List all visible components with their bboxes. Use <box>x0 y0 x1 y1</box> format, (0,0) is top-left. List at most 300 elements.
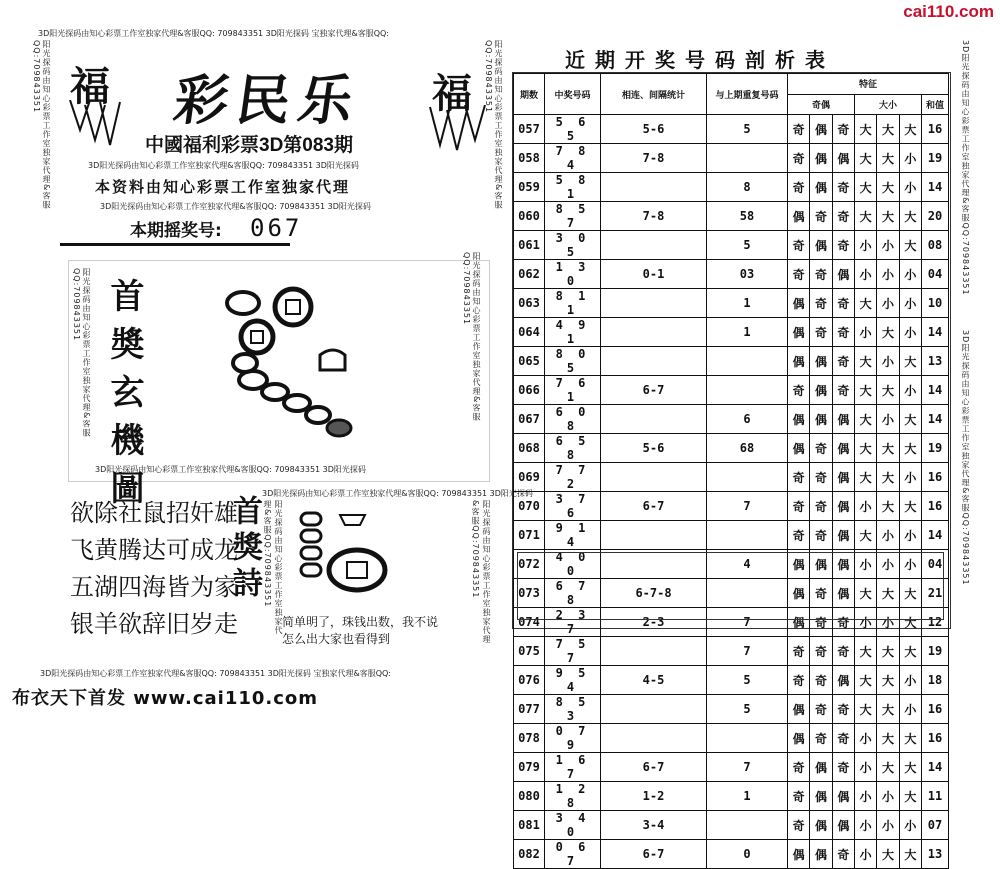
fu-left: 福 <box>70 63 110 110</box>
table-cell: 03 <box>707 260 788 289</box>
table-cell: 大 <box>854 579 876 608</box>
table-row <box>514 231 949 260</box>
digit: 5 <box>566 129 579 143</box>
table-cell: 063 <box>514 289 545 318</box>
table-cell: 6-7 <box>601 376 707 405</box>
digit: 7 <box>566 651 579 665</box>
table-cell: 奇 <box>832 695 854 724</box>
table-cell-number <box>545 637 601 666</box>
table-cell: 偶 <box>832 811 854 840</box>
table-cell: 奇 <box>832 115 854 144</box>
table-cell: 小 <box>899 666 921 695</box>
digit: 5 <box>578 666 590 680</box>
table-cell: 大 <box>899 782 921 811</box>
table-cell: 偶 <box>832 666 854 695</box>
table-cell: 奇 <box>832 840 854 869</box>
table-row <box>514 173 949 202</box>
empty-notes-box <box>517 552 944 620</box>
table-cell: 奇 <box>788 666 810 695</box>
table-cell: 大 <box>854 376 876 405</box>
table-cell: 偶 <box>788 289 810 318</box>
table-cell: 5 <box>707 666 788 695</box>
table-cell: 057 <box>514 115 545 144</box>
table-cell: 小 <box>854 550 876 579</box>
table-cell: 奇 <box>810 492 832 521</box>
table-cell: 19 <box>922 637 949 666</box>
digit: 8 <box>566 448 579 462</box>
table-cell: 大 <box>877 724 899 753</box>
table-cell: 小 <box>854 724 876 753</box>
table-cell: 大 <box>899 347 921 376</box>
table-cell: 6-7-8 <box>601 579 707 608</box>
digit: 6 <box>578 840 590 854</box>
table-cell: 偶 <box>832 405 854 434</box>
table-cell-number <box>545 695 601 724</box>
table-cell: 奇 <box>810 724 832 753</box>
table-cell: 偶 <box>788 405 810 434</box>
agent-line: 本资料由知心彩票工作室独家代理 <box>95 178 351 196</box>
digit: 9 <box>578 318 590 332</box>
table-cell <box>601 289 707 318</box>
table-cell: 060 <box>514 202 545 231</box>
table-cell: 偶 <box>832 492 854 521</box>
digit: 0 <box>555 840 567 854</box>
table-cell: 大 <box>854 405 876 434</box>
th-adjacent: 相连、间隔统计 <box>601 74 707 115</box>
draw-number: 067 <box>250 214 303 242</box>
table-cell: 065 <box>514 347 545 376</box>
table-cell: 小 <box>877 231 899 260</box>
table-cell <box>601 695 707 724</box>
table-cell-number <box>545 173 601 202</box>
table-cell <box>601 405 707 434</box>
table-cell: 074 <box>514 608 545 637</box>
table-cell: 大 <box>854 202 876 231</box>
table-cell: 4-5 <box>601 666 707 695</box>
table-cell: 偶 <box>832 434 854 463</box>
table-cell-number <box>545 666 601 695</box>
table-cell: 大 <box>877 202 899 231</box>
table-cell: 067 <box>514 405 545 434</box>
th-period: 期数 <box>514 74 545 115</box>
table-cell: 070 <box>514 492 545 521</box>
table-cell: 6-7 <box>601 753 707 782</box>
table-cell: 058 <box>514 144 545 173</box>
table-cell: 奇 <box>810 202 832 231</box>
table-cell: 7 <box>707 608 788 637</box>
table-cell: 大 <box>899 753 921 782</box>
table-cell: 偶 <box>832 521 854 550</box>
table-cell: 082 <box>514 840 545 869</box>
table-cell: 07 <box>922 811 949 840</box>
table-cell: 小 <box>899 811 921 840</box>
table-cell: 偶 <box>788 724 810 753</box>
digit: 0 <box>555 724 567 738</box>
table-cell: 6 <box>707 405 788 434</box>
table-cell-number <box>545 463 601 492</box>
table-cell: 11 <box>922 782 949 811</box>
xuanji-right-vertical: 阳光探码由知心彩票工作室独家代理&客服QQ:709843351 <box>462 252 481 422</box>
digit: 3 <box>578 608 590 622</box>
digit: 1 <box>555 260 567 274</box>
table-cell: 小 <box>899 695 921 724</box>
table-cell: 大 <box>877 115 899 144</box>
table-cell-number <box>545 840 601 869</box>
xuanji-title: 首奬玄機圖 <box>104 278 144 518</box>
table-cell: 小 <box>899 289 921 318</box>
table-cell: 大 <box>854 347 876 376</box>
digit: 3 <box>566 709 579 723</box>
table-cell: 小 <box>899 521 921 550</box>
table-cell: 偶 <box>832 260 854 289</box>
table-cell: 奇 <box>832 347 854 376</box>
table-cell: 04 <box>922 550 949 579</box>
site-brand: cai110.com <box>903 2 994 21</box>
table-cell: 小 <box>877 550 899 579</box>
table-row <box>514 637 949 666</box>
table-row <box>514 492 949 521</box>
table-cell: 061 <box>514 231 545 260</box>
table-cell: 大 <box>899 231 921 260</box>
table-cell: 14 <box>922 318 949 347</box>
table-cell: 奇 <box>788 231 810 260</box>
table-cell: 7-8 <box>601 202 707 231</box>
table-cell: 大 <box>854 695 876 724</box>
table-cell: 079 <box>514 753 545 782</box>
note-line: 简单明了，珠钱出数，我不说 <box>282 615 439 629</box>
table-cell: 奇 <box>810 289 832 318</box>
poem-line: 五湖四海皆为家 <box>70 573 238 601</box>
digit: 2 <box>578 782 590 796</box>
table-cell: 小 <box>899 173 921 202</box>
table-cell: 7-8 <box>601 144 707 173</box>
table-cell: 080 <box>514 782 545 811</box>
right-panel <box>505 0 1000 868</box>
table-cell: 奇 <box>810 666 832 695</box>
table-cell: 小 <box>899 376 921 405</box>
digit: 6 <box>566 506 579 520</box>
digit: 4 <box>566 535 579 549</box>
table-cell: 奇 <box>832 724 854 753</box>
table-cell <box>601 173 707 202</box>
table-row <box>514 463 949 492</box>
table-cell: 小 <box>877 260 899 289</box>
table-cell: 小 <box>899 318 921 347</box>
digit: 0 <box>566 564 579 578</box>
table-cell-number <box>545 318 601 347</box>
digit: 2 <box>555 608 567 622</box>
table-cell: 大 <box>877 318 899 347</box>
table-cell: 奇 <box>810 579 832 608</box>
table-cell: 大 <box>899 405 921 434</box>
table-row <box>514 695 949 724</box>
digit: 3 <box>555 492 567 506</box>
table-cell: 偶 <box>810 115 832 144</box>
table-row <box>514 811 949 840</box>
table-cell: 小 <box>854 840 876 869</box>
table-cell: 奇 <box>788 521 810 550</box>
table-cell: 5 <box>707 115 788 144</box>
table-row <box>514 666 949 695</box>
digit: 8 <box>555 202 567 216</box>
table-cell: 大 <box>899 115 921 144</box>
digit: 4 <box>555 318 567 332</box>
table-cell-number <box>545 811 601 840</box>
table-cell: 小 <box>877 347 899 376</box>
table-cell: 偶 <box>810 376 832 405</box>
table-cell: 58 <box>707 202 788 231</box>
table-cell: 小 <box>877 811 899 840</box>
digit: 1 <box>566 332 579 346</box>
table-cell: 14 <box>922 405 949 434</box>
table-cell: 大 <box>877 753 899 782</box>
table-cell: 偶 <box>810 782 832 811</box>
table-cell: 大 <box>854 115 876 144</box>
table-cell: 19 <box>922 434 949 463</box>
table-cell: 04 <box>922 260 949 289</box>
table-cell: 奇 <box>832 637 854 666</box>
table-cell: 7 <box>707 753 788 782</box>
digit: 5 <box>566 245 579 259</box>
table-cell: 奇 <box>788 115 810 144</box>
table-cell: 偶 <box>832 579 854 608</box>
table-cell: 059 <box>514 173 545 202</box>
digit: 1 <box>555 753 567 767</box>
digit: 9 <box>555 666 567 680</box>
th-repeat: 与上期重复号码 <box>707 74 788 115</box>
table-cell: 081 <box>514 811 545 840</box>
history-table <box>513 73 949 869</box>
table-cell: 14 <box>922 521 949 550</box>
poem-line: 银羊欲辞旧岁走 <box>70 610 238 638</box>
table-cell-number <box>545 231 601 260</box>
table-cell: 小 <box>899 550 921 579</box>
table-cell: 大 <box>854 463 876 492</box>
table-cell: 小 <box>854 231 876 260</box>
table-cell: 小 <box>854 608 876 637</box>
table-cell: 偶 <box>788 579 810 608</box>
table-cell-number <box>545 405 601 434</box>
table-cell: 偶 <box>810 840 832 869</box>
table-cell: 18 <box>922 666 949 695</box>
table-cell: 大 <box>877 173 899 202</box>
table-cell: 偶 <box>810 231 832 260</box>
table-cell: 奇 <box>810 260 832 289</box>
title-caiminle: 彩民乐 <box>170 68 366 132</box>
table-cell: 大 <box>877 492 899 521</box>
table-cell: 大 <box>899 202 921 231</box>
table-cell-number <box>545 347 601 376</box>
table-cell: 10 <box>922 289 949 318</box>
th-oddeven: 奇偶 <box>788 94 855 115</box>
table-cell: 奇 <box>832 231 854 260</box>
digit: 4 <box>566 680 579 694</box>
digit: 5 <box>578 695 590 709</box>
table-cell: 大 <box>899 840 921 869</box>
table-cell: 16 <box>922 695 949 724</box>
table-cell-number <box>545 492 601 521</box>
digit: 0 <box>566 274 579 288</box>
table-cell: 奇 <box>832 202 854 231</box>
digit: 7 <box>555 463 567 477</box>
table-cell-number <box>545 724 601 753</box>
table-cell-number <box>545 782 601 811</box>
table-cell: 偶 <box>810 173 832 202</box>
table-row <box>514 289 949 318</box>
ad-line-top: 3D阳光探码由知心彩票工作室独家代理&客服QQ: 709843351 3D阳光探码 宝独家代理&客服QQ: <box>38 29 389 38</box>
table-cell: 大 <box>899 724 921 753</box>
digit: 1 <box>566 187 579 201</box>
digit: 7 <box>578 579 590 593</box>
table-cell: 奇 <box>788 782 810 811</box>
table-cell: 16 <box>922 492 949 521</box>
table-cell: 奇 <box>810 608 832 637</box>
table-cell: 大 <box>877 463 899 492</box>
ad-line-bottom: 3D阳光探码由知心彩票工作室独家代理&客服QQ: 709843351 3D阳光探码 宝独家代理&客服QQ: <box>40 669 391 678</box>
digit: 7 <box>566 854 579 868</box>
table-cell: 大 <box>899 492 921 521</box>
table-cell: 偶 <box>788 347 810 376</box>
table-cell: 大 <box>877 376 899 405</box>
divider-line <box>60 243 290 246</box>
digit: 6 <box>555 579 567 593</box>
table-title: 近期开奖号码剖析表 <box>565 48 835 72</box>
table-row <box>514 376 949 405</box>
coins-illustration <box>215 285 395 445</box>
table-cell <box>707 376 788 405</box>
table-cell: 068 <box>514 434 545 463</box>
table-cell: 大 <box>854 521 876 550</box>
table-row <box>514 260 949 289</box>
table-cell: 12 <box>922 608 949 637</box>
table-row <box>514 115 949 144</box>
table-cell: 奇 <box>832 173 854 202</box>
table-cell: 偶 <box>788 202 810 231</box>
table-cell: 奇 <box>788 811 810 840</box>
table-cell: 16 <box>922 115 949 144</box>
digit: 3 <box>555 231 567 245</box>
digit: 8 <box>555 695 567 709</box>
table-cell: 0 <box>707 840 788 869</box>
table-cell: 偶 <box>788 434 810 463</box>
table-cell <box>707 347 788 376</box>
digit: 6 <box>578 753 590 767</box>
table-cell: 奇 <box>788 144 810 173</box>
table-cell: 077 <box>514 695 545 724</box>
table-cell: 7 <box>707 492 788 521</box>
th-sum: 和值 <box>922 94 949 115</box>
digit: 7 <box>555 376 567 390</box>
table-cell: 奇 <box>810 521 832 550</box>
digit: 7 <box>578 463 590 477</box>
table-cell: 偶 <box>788 608 810 637</box>
poem-block <box>70 495 238 643</box>
digit: 8 <box>566 419 579 433</box>
digit: 8 <box>555 347 567 361</box>
digit: 1 <box>566 390 579 404</box>
table-cell-number <box>545 753 601 782</box>
digit: 1 <box>566 303 579 317</box>
table-row <box>514 434 949 463</box>
table-cell: 062 <box>514 260 545 289</box>
table-cell <box>601 724 707 753</box>
table-cell-number <box>545 115 601 144</box>
table-cell: 3-4 <box>601 811 707 840</box>
table-row <box>514 318 949 347</box>
table-cell: 大 <box>877 434 899 463</box>
table-cell: 7 <box>707 637 788 666</box>
table-cell-number <box>545 434 601 463</box>
table-cell: 小 <box>899 144 921 173</box>
table-cell <box>601 463 707 492</box>
table-cell: 072 <box>514 550 545 579</box>
table-cell: 68 <box>707 434 788 463</box>
th-feature: 特征 <box>788 74 949 95</box>
table-cell: 5-6 <box>601 434 707 463</box>
table-cell: 16 <box>922 463 949 492</box>
table-cell: 偶 <box>810 811 832 840</box>
table-cell: 073 <box>514 579 545 608</box>
table-cell: 大 <box>854 434 876 463</box>
digit: 5 <box>555 173 567 187</box>
table-cell: 奇 <box>788 376 810 405</box>
digit: 6 <box>555 434 567 448</box>
table-row <box>514 144 949 173</box>
digit: 6 <box>578 376 590 390</box>
table-cell: 20 <box>922 202 949 231</box>
table-cell: 小 <box>854 811 876 840</box>
digit: 0 <box>578 231 590 245</box>
table-cell: 5 <box>707 231 788 260</box>
digit: 1 <box>578 521 590 535</box>
table-cell: 大 <box>877 579 899 608</box>
table-cell: 6-7 <box>601 840 707 869</box>
table-cell: 偶 <box>832 782 854 811</box>
table-cell: 奇 <box>810 695 832 724</box>
table-cell-number <box>545 260 601 289</box>
table-cell: 6-7 <box>601 492 707 521</box>
table-cell: 大 <box>899 579 921 608</box>
digit: 7 <box>555 637 567 651</box>
table-cell: 19 <box>922 144 949 173</box>
poem-line: 欲除社鼠招奸雄 <box>70 499 238 527</box>
table-cell: 奇 <box>810 637 832 666</box>
table-cell: 小 <box>877 405 899 434</box>
table-cell: 小 <box>854 492 876 521</box>
table-cell: 小 <box>877 521 899 550</box>
table-cell: 偶 <box>810 753 832 782</box>
left-vertical-ad: 阳光探码由知心彩票工作室独家代理&客服QQ:709843351 <box>32 40 51 210</box>
table-cell <box>601 231 707 260</box>
xuanji-left-vertical: 阳光探码由知心彩票工作室独家代理&客服QQ:709843351 <box>72 268 91 438</box>
digit: 4 <box>566 158 579 172</box>
table-cell: 0-1 <box>601 260 707 289</box>
table-vertical-ad-1: 3D阳光探码由知心彩票工作室独家代理&客服QQ:709843351 <box>961 40 970 296</box>
table-cell: 大 <box>899 608 921 637</box>
table-cell <box>601 347 707 376</box>
table-cell: 奇 <box>810 463 832 492</box>
table-row <box>514 753 949 782</box>
ad-line-5: 3D阳光探码由知心彩票工作室独家代理&客服QQ: 709843351 3D阳光探码 <box>262 489 533 498</box>
table-cell: 偶 <box>788 550 810 579</box>
table-cell: 偶 <box>810 405 832 434</box>
table-cell: 小 <box>899 463 921 492</box>
table-cell: 奇 <box>788 492 810 521</box>
table-cell: 大 <box>877 637 899 666</box>
table-cell: 076 <box>514 666 545 695</box>
ad-line-3: 3D阳光探码由知心彩票工作室独家代理&客服QQ: 709843351 3D阳光探码 <box>100 202 371 211</box>
table-cell: 1 <box>707 782 788 811</box>
